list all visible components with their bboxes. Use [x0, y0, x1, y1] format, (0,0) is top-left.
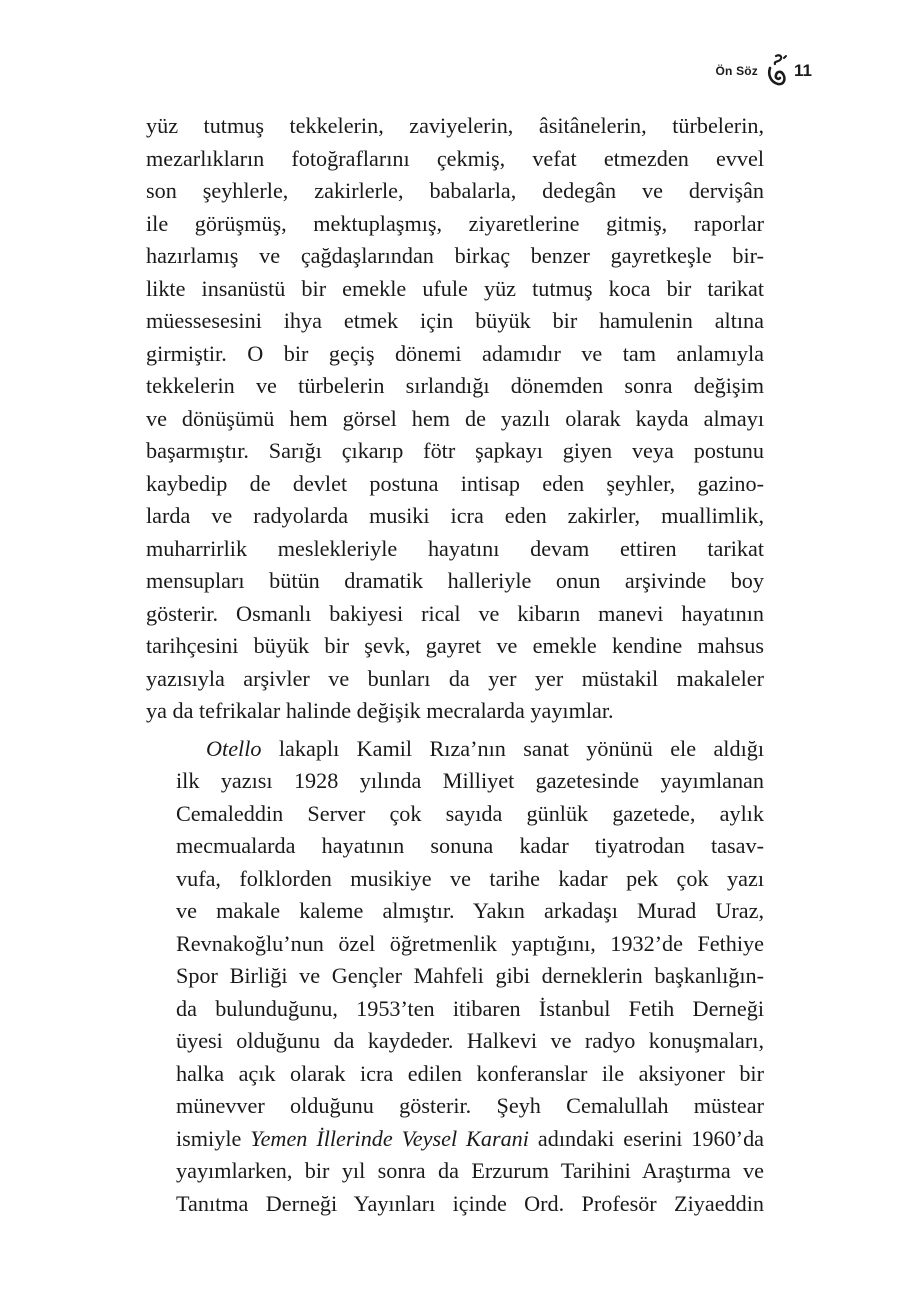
paragraph-1: [146, 110, 764, 728]
running-header: [715, 52, 812, 90]
text-line: tekkelerin ve türbelerin sırlandığı dönemden sonra değişim: [146, 373, 764, 398]
text-line: mezarlıkların fotoğraflarını çekmiş, vefat etmezden evvel: [146, 145, 764, 171]
text-line: yüz tutmuş tekkelerin, zaviyelerin, âsitânelerin, türbelerin,: [146, 113, 764, 138]
text-line: gösterir. Osmanlı bakiyesi rical ve kibarın manevi hayatının: [146, 600, 764, 626]
text-line: da bulunduğunu, 1953’ten itibaren İstanbul Fetih Derneği: [176, 995, 764, 1021]
italic-title-otello: Otello: [206, 735, 262, 761]
text-line: girmiştir. O bir geçiş dönemi adamıdır ve tam anlamıyla: [146, 340, 764, 366]
text-fragment: lakaplı Kamil Rıza’nın sanat yönünü ele aldığı: [261, 735, 764, 761]
body-text: [146, 110, 764, 1220]
paragraph-2: [146, 733, 764, 1221]
text-line: Tanıtma Derneği Yayınları içinde Ord. Profesör Ziyaeddin: [176, 1190, 764, 1216]
text-line: ilk yazısı 1928 yılında Milliyet gazetesinde yayımlanan: [176, 768, 764, 793]
text-line: Cemaleddin Server çok sayıda günlük gazetede, aylık: [176, 800, 764, 826]
text-line: [146, 1123, 764, 1156]
text-line: Spor Birliği ve Gençler Mahfeli gibi derneklerin başkanlığın-: [176, 963, 764, 988]
text-line: kaybedip de devlet postuna intisap eden şeyhler, gazino-: [146, 470, 764, 496]
text-line: mecmualarda hayatının sonuna kadar tiyatrodan tasav-: [176, 833, 764, 858]
text-fragment: adındaki eserini 1960’da: [528, 1125, 765, 1151]
text-line: tarihçesini büyük bir şevk, gayret ve emekle kendine mahsus: [146, 633, 764, 658]
text-line: mensupları bütün dramatik halleriyle onun arşivinde boy: [146, 568, 764, 593]
text-line: likte insanüstü bir emekle ufule yüz tutmuş koca bir tarikat: [146, 275, 764, 301]
text-line: ve dönüşümü hem görsel hem de yazılı olarak kayda almayı: [146, 405, 764, 431]
text-line: son şeyhlerle, zakirlerle, babalarla, dedegân ve dervişân: [146, 178, 764, 203]
text-line: halka açık olarak icra edilen konferanslar ile aksiyoner bir: [176, 1060, 764, 1086]
text-line: vufa, folklorden musikiye ve tarihe kadar pek çok yazı: [176, 865, 764, 891]
section-label: Ön Söz: [715, 64, 759, 78]
text-line: üyesi olduğunu da kaydeder. Halkevi ve radyo konuşmaları,: [176, 1028, 764, 1053]
text-line: [146, 733, 764, 766]
text-line: ve makale kaleme almıştır. Yakın arkadaşı Murad Uraz,: [176, 898, 764, 923]
text-line: hazırlamış ve çağdaşlarından birkaç benzer gayretkeşle bir-: [146, 243, 764, 268]
text-line: yayımlarken, bir yıl sonra da Erzurum Tarihini Araştırma ve: [176, 1158, 764, 1183]
text-fragment: ismiyle: [176, 1125, 251, 1151]
text-line: muharrirlik meslekleriyle hayatını devam ettiren tarikat: [146, 535, 764, 561]
text-line: münevver olduğunu gösterir. Şeyh Cemalullah müstear: [176, 1093, 764, 1118]
text-line: başarmıştır. Sarığı çıkarıp fötr şapkayı giyen veya postunu: [146, 438, 764, 463]
text-line: müessesesini ihya etmek için büyük bir hamulenin altına: [146, 308, 764, 333]
text-line: ile görüşmüş, mektuplaşmış, ziyaretlerine gitmiş, raporlar: [146, 210, 764, 236]
page-number: 11: [794, 61, 812, 80]
calligraphic-ornament-icon: [764, 52, 788, 90]
text-line: ya da tefrikalar halinde değişik mecralarda yayımlar.: [146, 698, 614, 723]
italic-book-title: Yemen İllerinde Veysel Karani: [250, 1125, 529, 1151]
text-line: larda ve radyolarda musiki icra eden zakirler, muallimlik,: [146, 503, 764, 528]
text-line: yazısıyla arşivler ve bunları da yer yer müstakil makaleler: [146, 665, 764, 691]
text-line: Revnakoğlu’nun özel öğretmenlik yaptığını, 1932’de Fethiye: [176, 930, 764, 956]
